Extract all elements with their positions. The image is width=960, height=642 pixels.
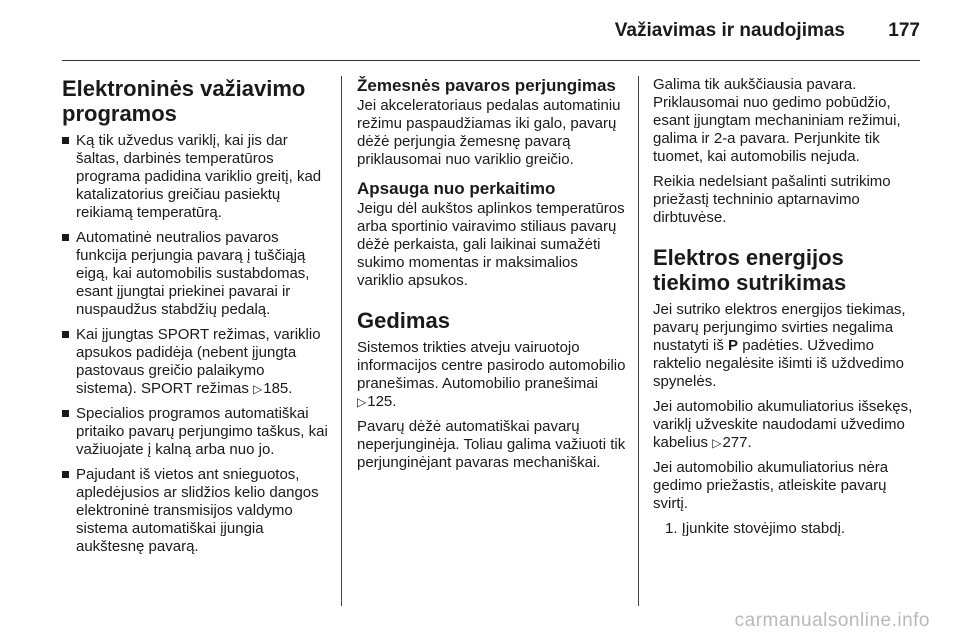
fault-paragraph-2: Pavarų dėžė automatiškai pavarų neperjunginėja. Toliau galima važiuoti tik perjunginėjant pavaras mechaniškai. (357, 418, 626, 471)
fault-paragraph-1: Sistemos trikties atveju vairuotojo informacijos centre pasirodo automobilio pranešimas. Automobilio pranešimai ▷125. (357, 339, 626, 410)
page-reference[interactable]: ▷277. (712, 434, 752, 451)
park-position-letter: P (728, 337, 739, 354)
section-heading-kickdown: Žemesnės pavaros perjungimas (357, 76, 616, 95)
section-heading-electronic-programs: Elektroninės važiavimo programos (62, 76, 306, 126)
page-number: 177 (888, 20, 920, 41)
bullet-item: Automatinė neutralios pavaros funkcija perjungia pavarą į tuščiąją eigą, kai automobilis sustabdomas, esant įjungtai priekinei pavarai ir nuspaudžus stabdžių pedalą. (62, 229, 328, 319)
fault-continued-paragraph-1: Galima tik aukščiausia pavara. Priklausomai nuo gedimo pobūdžio, esant įjungtam mechaniniam režimui, galima ir 2-a pavara. Perjunkite tik tuomet, kai automobilis nejuda. (653, 76, 901, 165)
bullet-item: Specialios programos automatiškai pritaiko pavarų perjungimo taškus, kai važiuojate į kalną arba nuo jo. (62, 405, 328, 459)
column-divider-2 (638, 76, 639, 606)
page-reference[interactable]: ▷185. (253, 380, 293, 397)
power-paragraph-3: Jei automobilio akumuliatorius nėra gedimo priežastis, atleiskite pavarų svirtį. (653, 459, 889, 512)
column-3 (653, 76, 923, 602)
overheat-paragraph: Jeigu dėl aukštos aplinkos temperatūros arba sportinio vairavimo stiliaus pavarų dėžė perkaista, gali laikinai sumažėti sukimo momentas ir maksimalios variklio apsukos. (357, 200, 625, 289)
bullet-item: Kai įjungtas SPORT režimas, variklio apsukos padidėja (nebent įjungta pastovaus greičio palaikymo sistema). SPORT režimas ▷185. (62, 326, 328, 398)
steps-list (653, 520, 923, 538)
right-arrow-icon: ▷ (253, 382, 263, 396)
column-1 (62, 76, 328, 602)
bullet-item: Pajudant iš vietos ant snieguotos, apledėjusios ar slidžios kelio dangos elektroninė transmisijos valdymo sistema automatiškai įjungia aukštesnę pavarą. (62, 466, 328, 556)
column-2 (357, 76, 627, 602)
section-heading-power-failure: Elektros energijos tiekimo sutrikimas (653, 245, 847, 295)
running-header: Važiavimas ir naudojimas (614, 20, 845, 41)
right-arrow-icon: ▷ (357, 395, 367, 409)
watermark: carmanualsonline.info (734, 610, 930, 631)
power-paragraph-2: Jei automobilio akumuliatorius išsekęs, variklį užveskite naudodami užvedimo kabelius ▷277. (653, 398, 913, 451)
right-arrow-icon: ▷ (712, 436, 722, 450)
kickdown-paragraph: Jei akceleratoriaus pedalas automatiniu režimu paspaudžiamas iki galo, pavarų dėžė perjungia žemesnę pavarą priklausomai nuo variklio greičio. (357, 97, 621, 168)
programs-bullet-list (62, 132, 328, 556)
section-heading-fault: Gedimas (357, 308, 450, 333)
section-heading-overheat: Apsauga nuo perkaitimo (357, 179, 556, 198)
bullet-item: Ką tik užvedus variklį, kai jis dar šaltas, darbinės temperatūros programa padidina variklio greitį, kad katalizatorius greičiau pasiektų reikiamą temperatūrą. (62, 132, 328, 222)
fault-continued-paragraph-2: Reikia nedelsiant pašalinti sutrikimo priežastį techninio aptarnavimo dirbtuvėse. (653, 173, 891, 226)
step-item: 1. Įjunkite stovėjimo stabdį. (665, 520, 846, 537)
page-reference[interactable]: ▷125. (357, 393, 397, 410)
power-paragraph-1: Jei sutriko elektros energijos tiekimas, pavarų perjungimo svirties negalima nustatyti iš P padėties. Užvedimo raktelio negalėsite išimti iš uždvedimo spynelės. (653, 301, 906, 390)
header-divider (62, 60, 920, 61)
column-divider-1 (341, 76, 342, 606)
